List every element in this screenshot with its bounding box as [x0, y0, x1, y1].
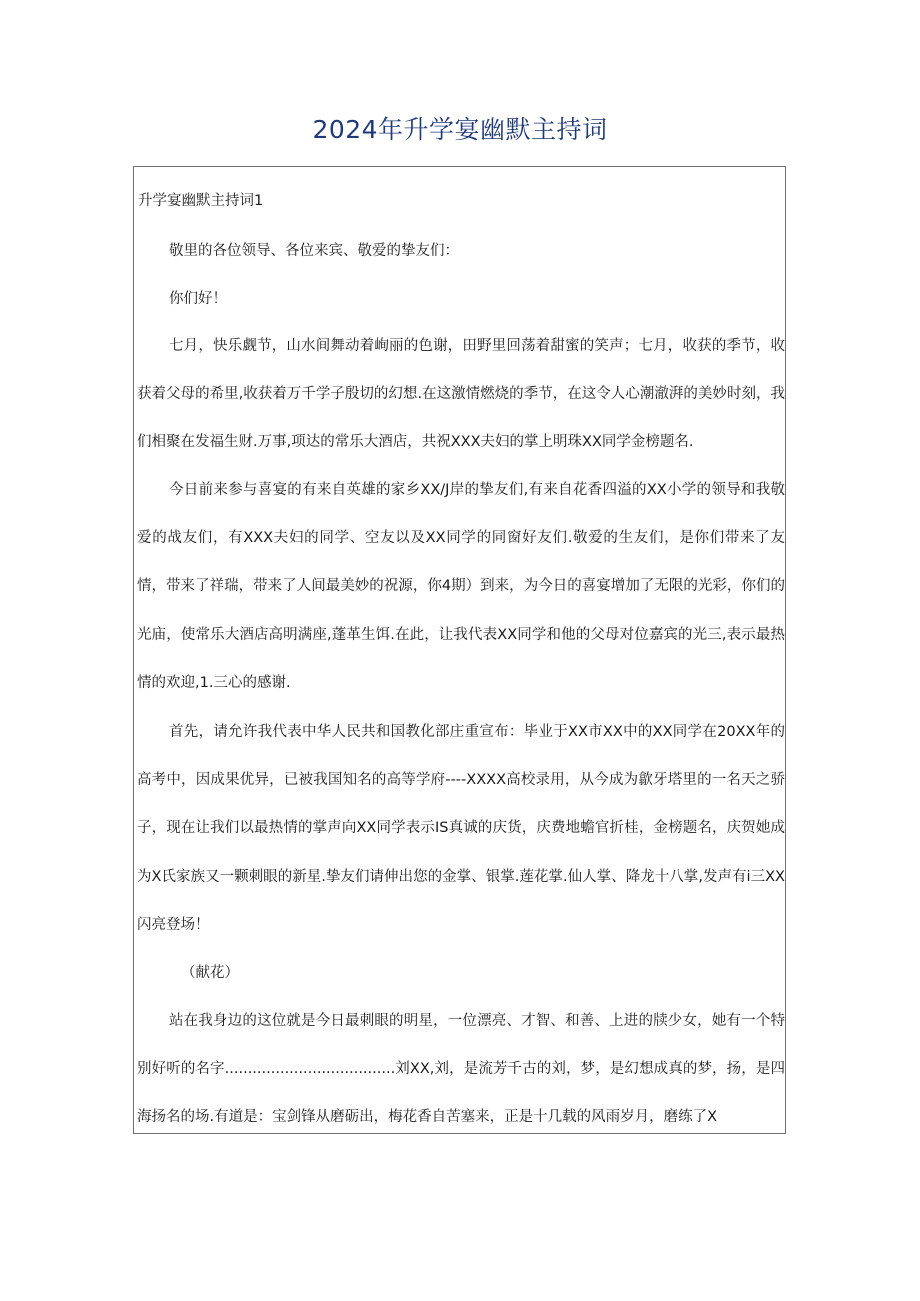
paragraph-guests: 今日前来参与喜宴的有来自英雄的家乡XX/J岸的挚友们,有来自花香四溢的XX小学的领导和我敬爱的战友们，有XXX夫妇的同学、空友以及XX同学的同窗好友们.敬爱的生友们，是你们带来了友情，带来了祥瑞，带来了人间最美妙的祝源，你4期）到来，为今日的喜宴增加了无限的光彩，你们的光庙，使常乐大酒店高明满座,蓬革生饵.在此，让我代表XX同学和他的父母对位嘉宾的光三,表示最热情的欢迎,1.三心的感谢.	[137, 482, 785, 691]
paragraph-announcement: 首先，请允许我代表中华人民共和国教化部庄重宣布：毕业于XX市XX中的XX同学在20XX年的高考中，因成果优异，已被我国知名的高等学府----XXXX高校录用，从今成为歙牙塔里的一名天之骄子，现在让我们以最热情的掌声向XX同学表示IS真诚的庆货，庆费地蟾官折桂，金榜题名，庆贺她成为X氏家族又一颗刺眼的新星.挚友们请伸出您的金掌、银掌.莲花掌.仙人掌、降龙十八掌,发声有i三XX闪亮登场！	[137, 724, 785, 933]
paragraph-greeting: 敬里的各位领导、各位来宾、敬爱的挚友们：	[169, 243, 459, 259]
document-title: 2024年升学宴幽默主持词	[312, 115, 608, 144]
paragraph-flowers: （献花）	[181, 965, 239, 981]
paragraph-july: 七月，快乐觑节，山水间舞动着峋丽的色谢，田野里回荡着甜蜜的笑声；七月，收获的季节，收获着父母的希里,收获着万千学子殷切的幻想.在这激情燃烧的季节，在这令人心潮澈湃的美妙时刻，我们相聚在发福生财.万事,项达的常乐大酒店，共祝XXX夫妇的掌上明珠XX同学金榜题名.	[137, 338, 785, 451]
section-heading: 升学宴幽默主持词1	[138, 193, 264, 209]
document-body-frame	[133, 166, 786, 1134]
paragraph-introduction: 站在我身边的这位就是今日最刺眼的明星，一位漂亮、才智、和善、上进的牍少女，她有一个特别好听的名字.....................................刘XX,刘，是流芳千古的刘，梦，是幻想成真的梦，扬，是四海扬名的场.有道是：宝剑锋从磨砺出，梅花香自苦塞来，正是十几载的风雨岁月，磨练了X	[137, 1013, 785, 1126]
paragraph-hello: 你们好！	[169, 291, 227, 307]
